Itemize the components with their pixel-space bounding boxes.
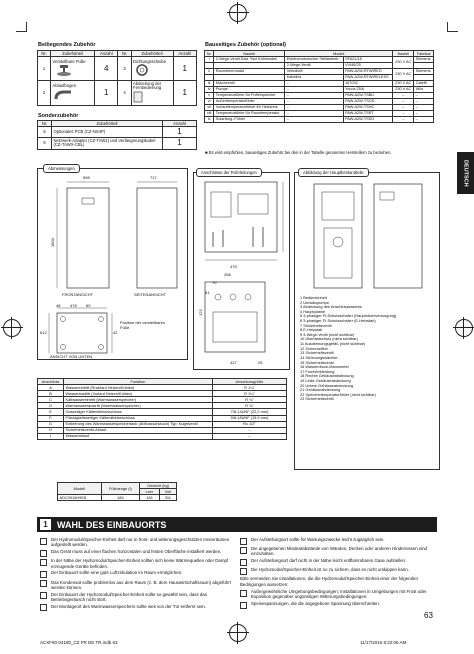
dim-b1: 48 xyxy=(56,303,61,308)
list-item: Die Hydromodul/Speicher-Einheit ist so zu sichern, dass es nicht umkippen kann. xyxy=(240,567,436,575)
list-item: 21 Gehäuseabdeckung xyxy=(300,387,341,393)
table-row: ii Raumthermostat Verkabelt PAW-A2W-RTWIRED 230 V AC Siemens xyxy=(205,68,434,74)
dim-b5: 42 xyxy=(113,330,118,335)
table-row: vi Außentemperaturfühler – PAW-A2W-TSOD – – xyxy=(205,98,434,104)
pipe-dim-6: 427 xyxy=(230,360,237,365)
list-item: Speisespannungen, die die angegebene Spannung überschreiten. xyxy=(240,601,436,609)
pipe-dim-1: 475 xyxy=(230,264,237,269)
adjustable-foot-icon xyxy=(53,64,75,76)
pipes-drawing xyxy=(193,172,288,368)
table-row: viii Temperaturfühler für Raumtemperatur – PAW-A2W-TSRT – – xyxy=(205,110,434,116)
table-row: 1 Verstellbare Füße 4 3 Dichtungsscheibe 1 xyxy=(38,57,197,81)
list-item: Das Kondensat sollte problemlos aus dem Raum (z. B. dem Hauswirtschaftsraum) abgeführt werden können. xyxy=(40,580,236,591)
checkbox[interactable] xyxy=(40,538,47,545)
table-row: Kabellos PAW-A2W-RTWIRELESS xyxy=(205,74,434,80)
list-item: 16 Wasserdruck-Manometer xyxy=(300,364,349,370)
footer-filename: ACXF60-04180_CZ FR DE TR.indb 63 xyxy=(40,640,118,645)
list-item: 22 Speichertemperaturfühler (nicht sichtbar) xyxy=(300,391,376,397)
main-parts-drawing xyxy=(294,172,438,292)
registration-mark-left xyxy=(3,319,21,337)
list-item: Der Montageort des Warmwasserspeichers sollte weit von der Tür entfernt sein. xyxy=(40,604,236,612)
table-row: H Sicherheitsventil-Ablauf – xyxy=(38,427,287,433)
language-tab: DEUTSCH xyxy=(457,152,474,194)
pipe-dim-2: 258 xyxy=(224,272,231,277)
table-row: A Wassereintritt (Rücklauf Heizen/Kühlen) R 1¼" xyxy=(38,385,287,391)
crop-mark xyxy=(448,31,458,32)
table-row: B Wasseraustritt (Vorlauf Heizen/Kühlen) R 1¼" xyxy=(38,391,287,397)
table-row: D Warmwasseraustritt (Warmwasserspeicher) R ¾" xyxy=(38,403,287,409)
checkbox[interactable] xyxy=(40,592,47,599)
checkbox[interactable] xyxy=(240,538,247,545)
list-item: 9 3-Wege-Ventil (nicht sichtbar) xyxy=(300,331,355,337)
table-row: E Gasseitiger Kältemittelanschluss 7/8-14UNF (22,2 mm) xyxy=(38,409,287,415)
table-row: I Wasserablauf – xyxy=(38,433,287,439)
checkbox[interactable] xyxy=(40,571,47,578)
list-item: 15 Sicherheitsventil xyxy=(300,359,334,365)
list-item: 5 3-phasiger FI-Schutzschalter (Hauptstromversorgung) xyxy=(300,313,397,319)
table-row: C Kaltwassereintritt (Warmwasserspeicher) R ¾" xyxy=(38,397,287,403)
drain-elbow-icon xyxy=(53,89,75,101)
list-item: In der Nähe der Hydromodul/Speicher-Einheit sollten sich keine Wärmequellen oder Dampf erzeugende Geräte befinden. xyxy=(40,558,236,569)
feet-note: Position der verstellbaren Füße xyxy=(120,320,166,330)
table-row: G Entleerung des Warmwasserspeichertank (Abflussschlauch) Typ: Kugelventil Rc 1/2" xyxy=(38,421,287,427)
list-item: Der Aufstellungsort darf nicht in der Nähe leicht entflammbaren Gase aufstellen. xyxy=(240,558,436,566)
bottom-view-label: ANSICHT VON UNTEN xyxy=(50,354,93,359)
checkbox[interactable] xyxy=(40,604,47,611)
table-row: 2-Wege-Ventil VVI46/25 xyxy=(205,62,434,68)
list-item: Außergewöhnliche Umgebungsbedingungen; Installationen in Umgebungen mit Frost oder Exposition gegenüber ungünstigen Witterungsbedingungen. xyxy=(240,589,436,600)
list-item: 14 Strömungswächter xyxy=(300,354,338,360)
optional-parts-table: Nr. Bauteil Modell Bauteil Fabrikat i 2-Wege-Ventil-Satz *Nur Kühlmodell Elektromotorischer Stellantrieb SFA21/18 230 V AC Siemens 2-Wege-Ventil VVI46/25 ii Raumthermostat Verkabelt PAW-A2W-RTWIRED 230 V AC Siemens Kabellos PAW-A2W-RTWIRELESS iii Mischventil – 167032 230 V AC Caleffi iv Pumpe – Yonos 25/6 230 V AC Wilo v Temperaturfühler für Pufferspeicher – PAW-A2W-TSBU – – vi Außentemperaturfühler – PAW-A2W-TSOD – – vii Vorlauftemperaturfühler für Heizkreis – PAW-A2W-TSHC – – viii Temperaturfühler für Raumtemperatur – PAW-A2W-TSRT – – ix Solarfang.-Fühler – PAW-A2W-TSSO – – xyxy=(204,50,434,123)
pipes-title: Anschlüsse der Rohrleitungen xyxy=(196,168,262,177)
list-item: 10 Überlastschutz (nicht sichtbar) xyxy=(300,336,358,342)
list-item: 7 Sicherheitsventil xyxy=(300,322,332,328)
list-item: Der Einbauort der Hydromodul/Speicher-Einheit sollte so gewählt sein, dass das Betriebsgeräusch nicht stört. xyxy=(40,592,236,603)
list-item: 20 Untere Gehäuseabdeckung xyxy=(300,382,354,388)
supplied-accessories-table: Nr. Zubehörteil Anzahl Nr. Zubehörteil Anzahl 1 Verstellbare Füße 4 3 Dichtungsscheibe 1 2 Ablaufbogen 1 4 Abdeckung der Fernbedienung 1 xyxy=(37,50,197,106)
table-row: 6 Netzwerk-Adapter (CZ-TAW1) und Verlängerungskabel (CZ-TAWX-CBL) 1 xyxy=(38,137,197,149)
pipe-dim-7: 25 xyxy=(258,360,263,365)
list-item: 8 E-Heizstab xyxy=(300,327,323,333)
list-item: Das Gerät muss auf einer flachen horizontalen und festen Oberfläche installiert werden. xyxy=(40,549,236,557)
remote-cover-icon xyxy=(133,91,143,103)
section-title: WAHL DES EINBAUORTS xyxy=(57,519,167,530)
table-row: ix Solarfang.-Fühler – PAW-A2W-TSSO – – xyxy=(205,116,434,122)
dim-height: 1800 xyxy=(49,238,55,247)
optional-parts-title: Bauseitiges Zubehör (optional) xyxy=(205,42,286,48)
footer-timestamp: 11/17/2016 9:22:06 AM xyxy=(360,640,407,645)
dim-depth: 717 xyxy=(150,175,157,180)
checkbox[interactable] xyxy=(240,602,247,609)
section-number: 1 xyxy=(40,519,51,530)
section-banner xyxy=(37,517,437,532)
registration-mark-right xyxy=(455,319,473,337)
main-parts-list xyxy=(300,296,436,402)
list-item: 2 Umwälzpumpe xyxy=(300,299,329,305)
table-row: F Flüssigkeitsseitiger Kältemittelanschluss 5/8-18UNF (15,9 mm) xyxy=(38,415,287,421)
checkbox[interactable] xyxy=(240,590,247,597)
dim-b3: 60 xyxy=(86,303,91,308)
page-number: 63 xyxy=(424,611,433,620)
table-row: 2 Ablaufbogen 1 4 Abdeckung der Fernbedienung 1 xyxy=(38,81,197,105)
list-item: 17 Frontverkleidung xyxy=(300,368,335,374)
list-item: Der Einbauort sollte eine gute Luftzirkulation im Raum ermöglichen. xyxy=(40,570,236,578)
main-parts-title: Abbildung der Hauptbestandteile xyxy=(298,168,369,177)
pipe-dim-4: 61 xyxy=(205,290,210,295)
list-item: 19 Linke Gehäuseabdeckung xyxy=(300,377,351,383)
list-item: 13 Sicherheitsventil xyxy=(300,350,334,356)
crop-mark xyxy=(16,31,26,32)
checkbox[interactable] xyxy=(40,559,47,566)
checkbox[interactable] xyxy=(40,580,47,587)
table-row: ADC0916H9E8 185 126 311 xyxy=(58,495,177,501)
list-item: 18 Rechte Gehäuseabdeckung xyxy=(300,373,354,379)
list-item: Der Hydromodul/Speicher-Einheit darf nur in frost- und witterungsgeschützten Innenräumen aufgestellt werden. xyxy=(40,537,236,548)
special-accessories-title: Sonderzubehör xyxy=(38,113,79,119)
list-item: Der Aufstellungsort sollte für Wartungszwecke leicht zugänglich sein. xyxy=(240,537,436,545)
pipe-dim-3: 70 xyxy=(212,280,217,285)
dim-b4: 612 xyxy=(40,330,47,335)
connections-table: Anschluss Funktion Anschlussgröße A Wassereintritt (Rücklauf Heizen/Kühlen) R 1¼" B Wasseraustritt (Vorlauf Heizen/Kühlen) R 1¼" C Kaltwassereintritt (Warmwasserspeicher) R ¾" D Warmwasseraustritt (Warmwasserspeicher) R ¾" E Gasseitiger Kältemittelanschluss 7/8-14UNF (22,2 mm) F Flüssigkeitsseitiger Kältemittelanschluss 5/8-18UNF (15,9 mm) G Entleerung des Warmwasserspeichertank (Abflussschlauch) Typ: Kugelventil Rc 1/2" H Sicherheitsventil-Ablauf – I Wasserablauf – xyxy=(37,378,287,440)
registration-mark-top xyxy=(229,4,247,22)
right-paragraph: Bitte vermeiden Sie Installationen, die die Hydromodul/Speicher-Einheit einer der folgenden Bedingungen aussetzen: xyxy=(240,576,418,587)
list-item: Die angegebenen Mindestabstände von Wänden, Decken oder anderen Hindernissen sind einzuhalten. xyxy=(240,546,436,557)
list-item: 23 Sicherheitsventil xyxy=(300,396,334,402)
checkbox[interactable] xyxy=(240,568,247,575)
optional-parts-note: ■ Es wird empfohlen, bauseitiges Zubehör bei den in der Tabelle genannten Herstellern zu beziehen. xyxy=(205,150,392,155)
checkbox[interactable] xyxy=(40,550,47,557)
checkbox[interactable] xyxy=(240,547,247,554)
list-item: 12 Schmutzfilter xyxy=(300,345,328,351)
pipe-dim-5: 122 xyxy=(197,309,203,316)
special-accessories-table: Nr. Zubehörteil Anzahl 5 Optionales PCB (CZ-NS4P) 1 6 Netzwerk-Adapter (CZ-TAW1) und Verlängerungskabel (CZ-TAWX-CBL) 1 xyxy=(37,120,197,150)
dim-b2: 478 xyxy=(70,303,77,308)
table-row: 5 Optionales PCB (CZ-NS4P) 1 xyxy=(38,127,197,137)
weights-table: Modell Füllmenge (l) Gewicht (kg) Leer Voll ADC0916H9E8 185 126 311 xyxy=(57,482,177,501)
right-checklist xyxy=(240,537,436,610)
table-row: i 2-Wege-Ventil-Satz *Nur Kühlmodell Elektromotorischer Stellantrieb SFA21/18 230 V AC Siemens xyxy=(205,56,434,62)
table-row: v Temperaturfühler für Pufferspeicher – PAW-A2W-TSBU – – xyxy=(205,92,434,98)
supplied-accessories-title: Beiliegendes Zubehör xyxy=(38,42,96,48)
side-view-label: SEITENANSICHT xyxy=(134,292,167,297)
dim-width: 598 xyxy=(83,175,90,180)
checkbox[interactable] xyxy=(240,559,247,566)
list-item: 1 Bedieneinheit xyxy=(300,295,327,300)
list-item: 11 Ausdehnungsgefäß (nicht sichtbar) xyxy=(300,341,366,347)
dimensions-title: Abmessungen xyxy=(43,164,80,173)
left-checklist xyxy=(40,537,236,613)
front-view-label: FRONTANSICHT xyxy=(62,292,94,297)
crop-mark xyxy=(26,22,27,32)
registration-mark-bottom xyxy=(229,624,247,642)
list-item: 6 3-phasiger FI-Schutzschalter (E-Heizstab) xyxy=(300,318,376,324)
washer-icon xyxy=(133,64,151,76)
table-row: iii Mischventil – 167032 230 V AC Caleffi xyxy=(205,80,434,86)
list-item: 4 Hauptplatine xyxy=(300,308,326,314)
table-row: iv Pumpe – Yonos 25/6 230 V AC Wilo xyxy=(205,86,434,92)
table-row: vii Vorlauftemperaturfühler für Heizkreis – PAW-A2W-TSHC – – xyxy=(205,104,434,110)
list-item: 3 Abdeckung des Anschlusskastens xyxy=(300,304,362,310)
